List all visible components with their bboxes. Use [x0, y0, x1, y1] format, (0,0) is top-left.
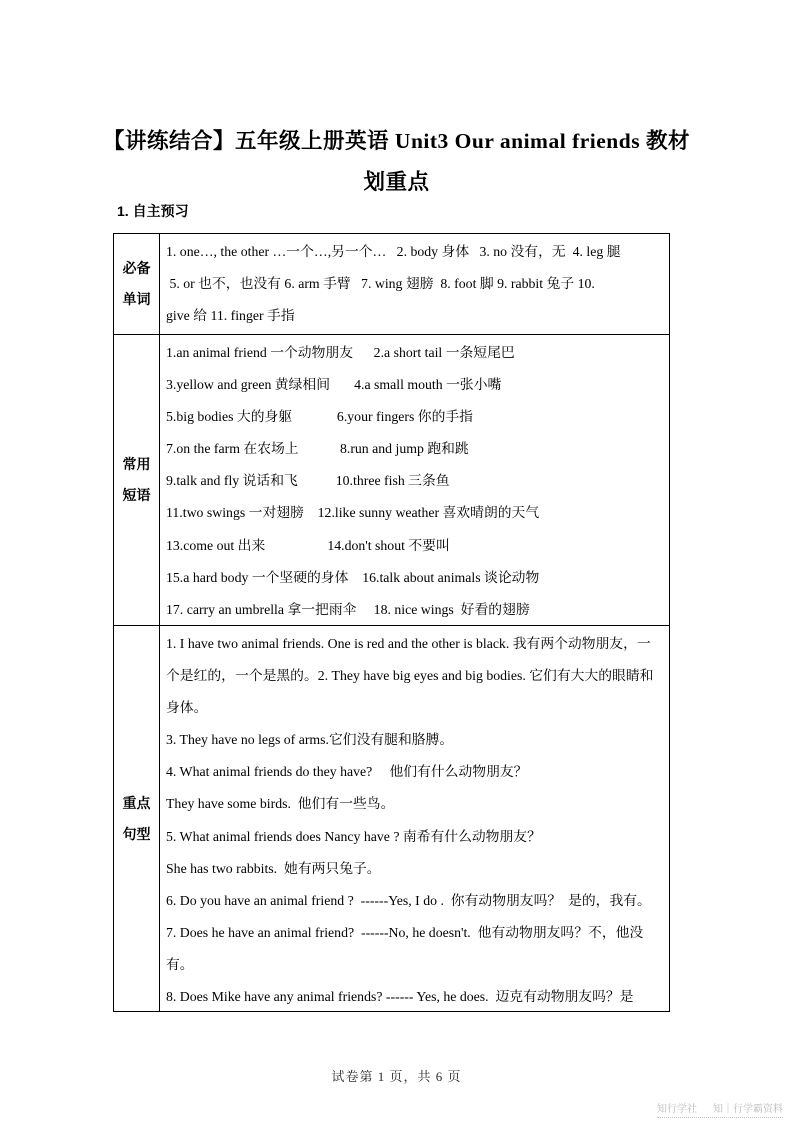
content-line: 1. I have two animal friends. One is red and the other is black. 我有两个动物朋友，一: [166, 636, 651, 651]
content-line: 有。: [166, 956, 194, 972]
table-row: [114, 625, 669, 1011]
document-title-line1: 【讲练结合】五年级上册英语 Unit3 Our animal friends 教材: [103, 129, 690, 153]
content-line: 5. or 也不，也没有 6. arm 手臂 7. wing 翅膀 8. foot 脚 9. rabbit 兔子 10.: [166, 276, 595, 292]
document-title-line2: 划重点: [363, 170, 430, 194]
content-line: 个是红的，一个是黑的。2. They have big eyes and big bodies. 它们有大大的眼睛和: [166, 668, 654, 684]
row-label-cell: [114, 626, 160, 1011]
content-line: 15.a hard body 一个坚硬的身体 16.talk about animals 谈论动物: [166, 569, 540, 585]
content-line: 3.yellow and green 黄绿相间 4.a small mouth 一张小嘴: [166, 377, 502, 393]
table-row: [114, 234, 669, 334]
content-line: give 给 11. finger 手指: [166, 308, 295, 324]
content-line: 13.come out 出来 14.don't shout 不要叫: [166, 537, 450, 553]
content-line: 11.two swings 一对翅膀 12.like sunny weather 喜欢晴朗的天气: [166, 505, 540, 521]
content-line: 1.an animal friend 一个动物朋友 2.a short tail 一条短尾巴: [166, 345, 515, 360]
content-line: 9.talk and fly 说话和飞 10.three fish 三条鱼: [166, 473, 450, 489]
content-line: 4. What animal friends do they have? 他们有什么动物朋友？: [166, 764, 528, 780]
row-label-line1: 常用: [122, 456, 151, 472]
row-label-line1: 必备: [122, 260, 151, 276]
row-content-cell: [160, 626, 669, 1011]
row-label-line2: 句型: [122, 825, 151, 842]
content-line: 6. Do you have an animal friend ? ------Yes, I do . 你有动物朋友吗？ 是的，我有。: [166, 892, 651, 908]
content-line: She has two rabbits. 她有两只兔子。: [166, 860, 381, 876]
row-label-line2: 单词: [122, 291, 151, 307]
content-line: 1. one…, the other …一个…,另一个… 2. body 身体 3. no 没有，无 4. leg 腿: [166, 244, 621, 259]
vocab-table: [113, 233, 670, 1012]
content-line: 5.big bodies 大的身躯 6.your fingers 你的手指: [166, 409, 473, 425]
row-content-cell: [160, 234, 669, 334]
content-line: 身体。: [166, 700, 208, 716]
content-line: 7.on the farm 在农场上 8.run and jump 跑和跳: [166, 441, 469, 457]
content-line: 3. They have no legs of arms.它们没有腿和胳膊。: [166, 732, 454, 748]
content-line: 7. Does he have an animal friend? ------No, he doesn't. 他有动物朋友吗？不，他没: [166, 924, 644, 940]
row-label-cell: [114, 335, 160, 625]
row-label-line1: 重点: [122, 794, 151, 811]
row-label-line2: 短语: [122, 487, 151, 503]
row-label-cell: [114, 234, 160, 334]
watermark-left-text: 知行学社: [657, 1104, 697, 1115]
section-heading: 1. 自主预习: [117, 203, 189, 219]
table-row: [114, 334, 669, 625]
content-line: 8. Does Mike have any animal friends? ------ Yes, he does. 迈克有动物朋友吗？是: [166, 989, 634, 1005]
watermark: [657, 1100, 783, 1118]
row-content-cell: [160, 335, 669, 625]
content-line: They have some birds. 他们有一些鸟。: [166, 796, 395, 812]
content-line: 5. What animal friends does Nancy have ? 南希有什么动物朋友？: [166, 828, 541, 844]
watermark-right-text: 知｜行学霸资料: [713, 1104, 783, 1115]
document-title: [0, 121, 793, 203]
content-line: 17. carry an umbrella 拿一把雨伞 18. nice wings 好看的翅膀: [166, 601, 530, 617]
page-number-footer: 试卷第 1 页，共 6 页: [331, 1069, 462, 1084]
